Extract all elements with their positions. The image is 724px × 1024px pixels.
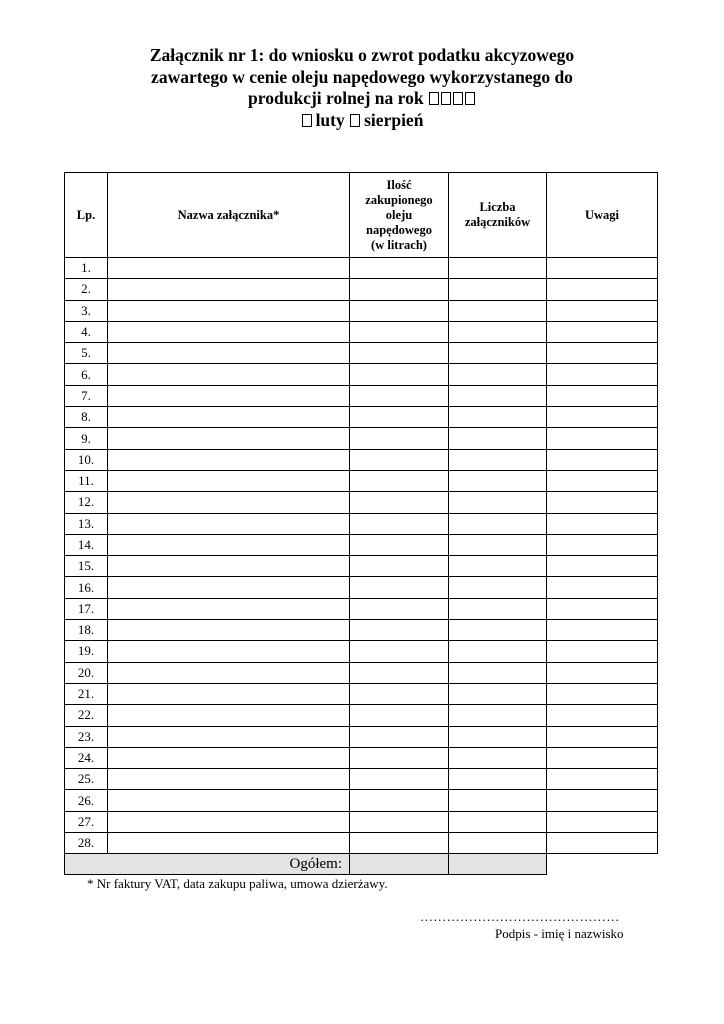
table-row [65,705,658,726]
header-ilosc [350,173,449,258]
ilosc-cell[interactable] [350,470,449,491]
header-uwagi: Uwagi [547,173,658,258]
table-row [65,620,658,641]
row-number: 19. [65,641,108,662]
ilosc-cell[interactable] [350,428,449,449]
nazwa-cell[interactable] [108,258,350,279]
nazwa-cell[interactable] [108,321,350,342]
table-row [65,556,658,577]
uwagi-cell[interactable] [547,449,658,470]
liczba-cell[interactable] [449,790,547,811]
total-label: Ogółem: [65,854,350,875]
row-number: 22. [65,705,108,726]
liczba-cell[interactable] [449,513,547,534]
row-number: 6. [65,364,108,385]
uwagi-cell[interactable] [547,769,658,790]
nazwa-cell[interactable] [108,726,350,747]
liczba-cell[interactable] [449,321,547,342]
liczba-cell[interactable] [449,364,547,385]
uwagi-cell[interactable] [547,300,658,321]
header-liczba-line: załączników [464,215,531,229]
nazwa-cell[interactable] [108,833,350,854]
liczba-cell[interactable] [449,598,547,619]
liczba-cell[interactable] [449,769,547,790]
nazwa-cell[interactable] [108,577,350,598]
ilosc-cell[interactable] [350,598,449,619]
uwagi-cell[interactable] [547,279,658,300]
uwagi-cell[interactable] [547,556,658,577]
uwagi-cell[interactable] [547,428,658,449]
liczba-cell[interactable] [449,470,547,491]
nazwa-cell[interactable] [108,598,350,619]
nazwa-cell[interactable] [108,769,350,790]
table-row [65,343,658,364]
nazwa-cell[interactable] [108,556,350,577]
table-body [65,258,658,854]
title-line-2: zawartego w cenie oleju napędowego wykorzystanego do [151,66,573,87]
row-number: 21. [65,683,108,704]
table-row [65,449,658,470]
liczba-cell[interactable] [449,279,547,300]
row-number: 24. [65,747,108,768]
table-header-row [65,173,658,258]
table-row [65,407,658,428]
table-row [65,726,658,747]
nazwa-cell[interactable] [108,279,350,300]
row-number: 13. [65,513,108,534]
nazwa-cell[interactable] [108,470,350,491]
header-ilosc-line: zakupionego [365,192,433,207]
uwagi-cell[interactable] [547,811,658,832]
ilosc-cell[interactable] [350,641,449,662]
ilosc-cell[interactable] [350,258,449,279]
row-number: 23. [65,726,108,747]
ilosc-cell[interactable] [350,833,449,854]
liczba-cell[interactable] [449,534,547,555]
ilosc-cell[interactable] [350,790,449,811]
table-row [65,747,658,768]
row-number: 2. [65,279,108,300]
table-row [65,300,658,321]
uwagi-cell[interactable] [547,407,658,428]
table-row [65,258,658,279]
ilosc-cell[interactable] [350,513,449,534]
ilosc-cell[interactable] [350,683,449,704]
nazwa-cell[interactable] [108,662,350,683]
nazwa-cell[interactable] [108,449,350,470]
row-number: 11. [65,470,108,491]
title-line-3 [0,88,724,110]
uwagi-cell[interactable] [547,747,658,768]
uwagi-cell[interactable] [547,705,658,726]
nazwa-cell[interactable] [108,747,350,768]
nazwa-cell[interactable] [108,513,350,534]
row-number: 20. [65,662,108,683]
liczba-cell[interactable] [449,811,547,832]
year-digit-box[interactable] [441,92,451,105]
uwagi-cell[interactable] [547,470,658,491]
table-row [65,598,658,619]
total-liczba-cell[interactable] [449,854,547,875]
table-row [65,279,658,300]
row-number: 10. [65,449,108,470]
nazwa-cell[interactable] [108,428,350,449]
uwagi-cell[interactable] [547,385,658,406]
row-number: 12. [65,492,108,513]
table-row [65,683,658,704]
nazwa-cell[interactable] [108,811,350,832]
ilosc-cell[interactable] [350,321,449,342]
uwagi-cell[interactable] [547,343,658,364]
row-number: 25. [65,769,108,790]
ilosc-cell[interactable] [350,705,449,726]
title-line-4 [0,110,724,132]
table-row [65,577,658,598]
liczba-cell[interactable] [449,683,547,704]
header-ilosc-line: napędowego [366,222,432,237]
uwagi-cell[interactable] [547,662,658,683]
liczba-cell[interactable] [449,258,547,279]
signature-label: Podpis - imię i nazwisko [495,926,624,941]
row-number: 1. [65,258,108,279]
ilosc-cell[interactable] [350,449,449,470]
uwagi-cell[interactable] [547,683,658,704]
uwagi-cell[interactable] [547,641,658,662]
total-empty [547,854,658,875]
liczba-cell[interactable] [449,620,547,641]
table-row [65,662,658,683]
liczba-cell[interactable] [449,726,547,747]
nazwa-cell[interactable] [108,683,350,704]
nazwa-cell[interactable] [108,641,350,662]
nazwa-cell[interactable] [108,364,350,385]
table-row [65,364,658,385]
sierpien-label: sierpień [364,109,424,130]
signature-line[interactable]: ……………………………………… [420,909,620,924]
table-row [65,492,658,513]
ilosc-cell[interactable] [350,492,449,513]
table-row [65,534,658,555]
table-row [65,470,658,491]
uwagi-cell[interactable] [547,577,658,598]
nazwa-cell[interactable] [108,385,350,406]
header-liczba-line: Liczba [479,200,516,214]
ilosc-cell[interactable] [350,279,449,300]
row-number: 8. [65,407,108,428]
year-boxes[interactable] [428,88,476,108]
ilosc-cell[interactable] [350,769,449,790]
table-row [65,513,658,534]
table-row [65,428,658,449]
title-line-1: Załącznik nr 1: do wniosku o zwrot podatku akcyzowego [149,45,575,65]
liczba-cell[interactable] [449,641,547,662]
liczba-cell[interactable] [449,492,547,513]
liczba-cell[interactable] [449,747,547,768]
row-number: 4. [65,321,108,342]
liczba-cell[interactable] [449,556,547,577]
luty-label: luty [315,109,345,130]
liczba-cell[interactable] [449,385,547,406]
liczba-cell[interactable] [449,705,547,726]
ilosc-cell[interactable] [350,811,449,832]
row-number: 18. [65,620,108,641]
row-number: 3. [65,300,108,321]
uwagi-cell[interactable] [547,534,658,555]
header-liczba [449,173,547,258]
uwagi-cell[interactable] [547,364,658,385]
row-number: 27. [65,811,108,832]
attachments-table [64,172,658,875]
liczba-cell[interactable] [449,300,547,321]
ilosc-cell[interactable] [350,620,449,641]
uwagi-cell[interactable] [547,598,658,619]
ilosc-cell[interactable] [350,343,449,364]
header-ilosc-line: (w litrach) [371,237,427,252]
nazwa-cell[interactable] [108,790,350,811]
nazwa-cell[interactable] [108,705,350,726]
uwagi-cell[interactable] [547,790,658,811]
row-number: 14. [65,534,108,555]
nazwa-cell[interactable] [108,534,350,555]
uwagi-cell[interactable] [547,513,658,534]
document-title [0,45,724,131]
nazwa-cell[interactable] [108,300,350,321]
header-nazwa: Nazwa załącznika* [108,173,350,258]
uwagi-cell[interactable] [547,726,658,747]
total-ilosc-cell[interactable] [350,854,449,875]
header-ilosc-line: Ilość [386,177,412,192]
liczba-cell[interactable] [449,662,547,683]
ilosc-cell[interactable] [350,662,449,683]
uwagi-cell[interactable] [547,620,658,641]
liczba-cell[interactable] [449,407,547,428]
ilosc-cell[interactable] [350,726,449,747]
liczba-cell[interactable] [449,577,547,598]
year-digit-box[interactable] [453,92,463,105]
table-row [65,321,658,342]
ilosc-cell[interactable] [350,385,449,406]
sierpien-checkbox[interactable] [350,114,360,127]
row-number: 28. [65,833,108,854]
footnote: * Nr faktury VAT, data zakupu paliwa, umowa dzierżawy. [87,876,388,891]
row-number: 26. [65,790,108,811]
header-ilosc-line: oleju [385,207,413,222]
row-number: 9. [65,428,108,449]
table-row [65,811,658,832]
liczba-cell[interactable] [449,428,547,449]
table-row [65,790,658,811]
nazwa-cell[interactable] [108,343,350,364]
ilosc-cell[interactable] [350,577,449,598]
table-row [65,769,658,790]
uwagi-cell[interactable] [547,258,658,279]
nazwa-cell[interactable] [108,492,350,513]
uwagi-cell[interactable] [547,492,658,513]
row-number: 5. [65,343,108,364]
header-lp: Lp. [65,173,108,258]
total-row [65,854,658,875]
year-digit-box[interactable] [465,92,475,105]
ilosc-cell[interactable] [350,747,449,768]
liczba-cell[interactable] [449,449,547,470]
uwagi-cell[interactable] [547,321,658,342]
ilosc-cell[interactable] [350,534,449,555]
row-number: 16. [65,577,108,598]
row-number: 7. [65,385,108,406]
nazwa-cell[interactable] [108,407,350,428]
title-line-3-text: produkcji rolnej na rok [248,88,424,108]
luty-checkbox[interactable] [302,114,312,127]
ilosc-cell[interactable] [350,407,449,428]
table-row [65,641,658,662]
table-row [65,833,658,854]
table-row [65,385,658,406]
ilosc-cell[interactable] [350,364,449,385]
uwagi-cell[interactable] [547,833,658,854]
ilosc-cell[interactable] [350,556,449,577]
liczba-cell[interactable] [449,343,547,364]
liczba-cell[interactable] [449,833,547,854]
row-number: 15. [65,556,108,577]
row-number: 17. [65,598,108,619]
nazwa-cell[interactable] [108,620,350,641]
year-digit-box[interactable] [429,92,439,105]
ilosc-cell[interactable] [350,300,449,321]
